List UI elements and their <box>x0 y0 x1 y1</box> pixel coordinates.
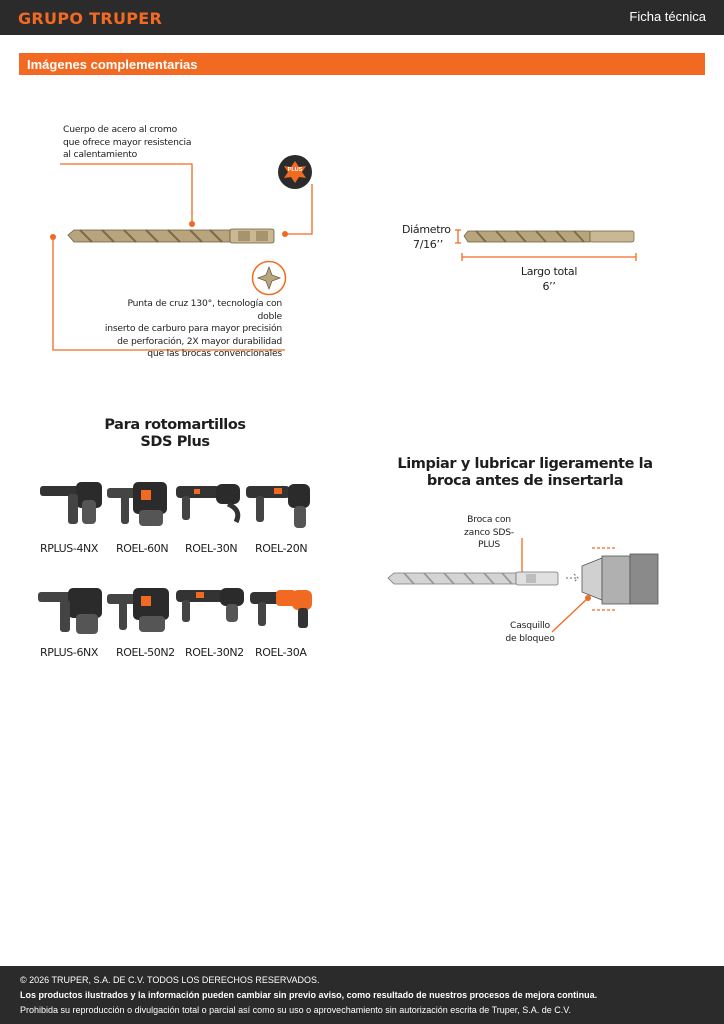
callout-dot <box>189 221 195 227</box>
length-label: Largo total <box>520 265 578 278</box>
model-label: ROEL-60N <box>116 542 169 555</box>
body-feature-note <box>63 124 191 162</box>
document-type: Ficha técnica <box>629 9 706 24</box>
footer-prohibition: Prohibida su reproducción o divulgación total o parcial así como su uso o aprovechamiento sin autorización escrita de Truper, S.A. de C.V. <box>20 1005 571 1015</box>
compat-title-line: SDS Plus <box>140 434 210 450</box>
plus-callout-line <box>287 184 312 234</box>
rotary-hammer-rplus-4nx-image <box>38 480 106 528</box>
small-drill-bit-image <box>464 231 634 242</box>
rotary-hammer-roel-20n-image <box>246 480 312 530</box>
diameter-label: Diámetro <box>402 223 451 236</box>
cross-tip-icon <box>251 260 287 296</box>
body-note-line: Cuerpo de acero al cromo <box>63 124 178 135</box>
plus-badge-label: PLUS <box>287 167 303 173</box>
rotary-hammer-roel-50n2-image <box>107 586 175 636</box>
model-label: ROEL-30N2 <box>185 646 244 659</box>
length-value: 6’’ <box>542 280 556 293</box>
drill-bit-image <box>68 229 274 243</box>
section-header <box>19 53 705 75</box>
brand-logo: GRUPO TRUPER <box>18 9 163 28</box>
tip-feature-note <box>102 298 282 361</box>
footer <box>0 966 724 1024</box>
sds-plus-bit-image <box>388 572 558 585</box>
chuck-label-line: de bloqueo <box>505 632 555 644</box>
plus-dot <box>282 231 288 237</box>
model-label: ROEL-30A <box>255 646 307 659</box>
bit-label-line: Broca con <box>467 514 511 525</box>
footer-copyright: © 2026 TRUPER, S.A. DE C.V. TODOS LOS DERECHOS RESERVADOS. <box>20 975 320 985</box>
rotary-hammer-rplus-6nx-image <box>38 586 106 638</box>
rotary-hammer-roel-30n-image <box>176 480 244 526</box>
tip-note-line: Punta de cruz 130°, tecnología con doble <box>127 298 282 322</box>
instruction-title <box>392 456 658 490</box>
body-note-line: que ofrece mayor resistencia <box>63 136 192 148</box>
tip-note-line: inserto de carburo para mayor precisión <box>104 323 282 335</box>
body-note-line: al calentamiento <box>63 149 138 161</box>
section-title: Imágenes complementarias <box>27 57 198 72</box>
model-label: RPLUS-6NX <box>40 646 99 659</box>
rotary-hammer-roel-30a-image <box>250 586 314 630</box>
bit-label-line: zanco SDS-PLUS <box>464 526 514 551</box>
instruction-title-line: broca antes de insertarla <box>426 473 624 489</box>
rotary-hammer-roel-30n2-image <box>176 586 246 626</box>
tip-dot <box>50 234 56 240</box>
instruction-title-line: Limpiar y lubricar ligeramente la <box>397 456 653 472</box>
tip-note-line: de perforación, 2X mayor durabilidad <box>117 335 282 347</box>
chuck-label <box>502 620 558 645</box>
diameter-value: 7/16’’ <box>413 238 443 251</box>
model-label: RPLUS-4NX <box>40 542 99 555</box>
compat-title-line: Para rotomartillos <box>104 417 246 433</box>
footer-notice: Los productos ilustrados y la información pueden cambiar sin previo aviso, como resultado de nuestros procesos de mejora continua. <box>20 990 598 1000</box>
tip-note-line: que las brocas convencionales <box>147 348 282 360</box>
chuck-label-line: Casquillo <box>510 620 550 631</box>
model-label: ROEL-20N <box>255 542 308 555</box>
chuck-image <box>582 548 658 610</box>
body-callout-line <box>60 164 192 224</box>
compat-title <box>100 417 250 451</box>
model-label: ROEL-50N2 <box>116 646 175 659</box>
model-label: ROEL-30N <box>185 542 238 555</box>
header-bar <box>0 0 724 35</box>
dimension-diagram <box>450 225 640 265</box>
rotary-hammer-roel-60n-image <box>107 480 173 530</box>
